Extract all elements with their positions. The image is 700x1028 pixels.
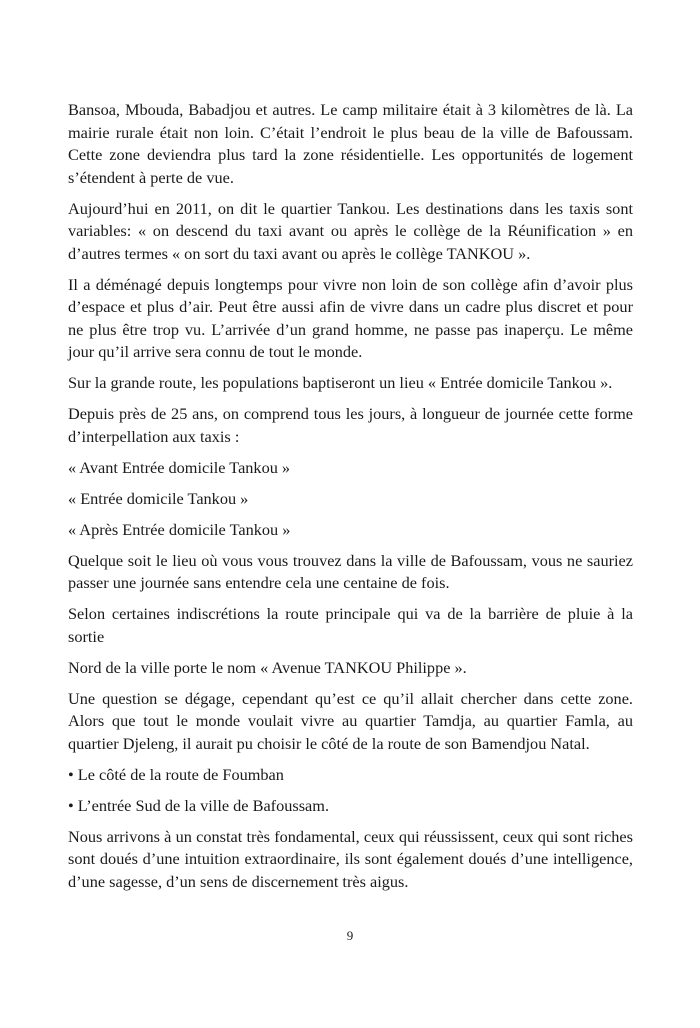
bullet-item: • Le côté de la route de Foumban bbox=[68, 764, 284, 784]
paragraph: Nous arrivons à un constat très fondamental, ceux qui réussissent, ceux qui sont riches sont doués d’une intuition extraordinaire, ils sont également doués d’une intelligence, d’une sagesse, d’un sens de discernement très aigus. bbox=[68, 826, 633, 891]
paragraph: Nord de la ville porte le nom « Avenue TANKOU Philippe ». bbox=[68, 657, 467, 677]
quote-line: « Entrée domicile Tankou » bbox=[68, 488, 249, 508]
paragraph: Quelque soit le lieu où vous vous trouvez dans la ville de Bafoussam, vous ne sauriez passer une journée sans entendre cela une centaine de fois. bbox=[68, 550, 633, 592]
bullet-item: • L’entrée Sud de la ville de Bafoussam. bbox=[68, 795, 330, 815]
paragraph: Il a déménagé depuis longtemps pour vivre non loin de son collège afin d’avoir plus d’espace et plus d’air. Peut être aussi afin de vivre dans un cadre plus discret et pour ne plus être trop vu. L’arrivée d’un grand homme, ne passe pas inaperçu. Le même jour qu’il arrive sera connu de tout le monde. bbox=[68, 274, 633, 361]
paragraph: Une question se dégage, cependant qu’est ce qu’il allait chercher dans cette zone. Alors que tout le monde voulait vivre au quartier Tamdja, au quartier Famla, au quartier Djeleng, il aurait pu choisir le côté de la route de son Bamendjou Natal. bbox=[68, 688, 633, 753]
paragraph: Sur la grande route, les populations baptiseront un lieu « Entrée domicile Tankou ». bbox=[68, 373, 613, 392]
body-text bbox=[68, 99, 633, 902]
page-number: 9 bbox=[346, 928, 354, 943]
quote-line: « Après Entrée domicile Tankou » bbox=[68, 519, 291, 539]
quote-line: « Avant Entrée domicile Tankou » bbox=[68, 457, 291, 477]
paragraph: Selon certaines indiscrétions la route principale qui va de la barrière de pluie à la sortie bbox=[68, 604, 633, 646]
paragraph: Bansoa, Mbouda, Babadjou et autres. Le camp militaire était à 3 kilomètres de là. La mairie rurale était non loin. C’était l’endroit le plus beau de la ville de Bafoussam. Cette zone deviendra plus tard la zone résidentielle. Les opportunités de logement s’étendent à perte de vue. bbox=[68, 100, 633, 187]
paragraph: Depuis près de 25 ans, on comprend tous les jours, à longueur de journée cette forme d’interpellation aux taxis : bbox=[68, 404, 633, 446]
paragraph: Aujourd’hui en 2011, on dit le quartier Tankou. Les destinations dans les taxis sont variables: « on descend du taxi avant ou après le collège de la Réunification » en d’autres termes « on sort du taxi avant ou après le collège TANKOU ». bbox=[68, 198, 633, 263]
